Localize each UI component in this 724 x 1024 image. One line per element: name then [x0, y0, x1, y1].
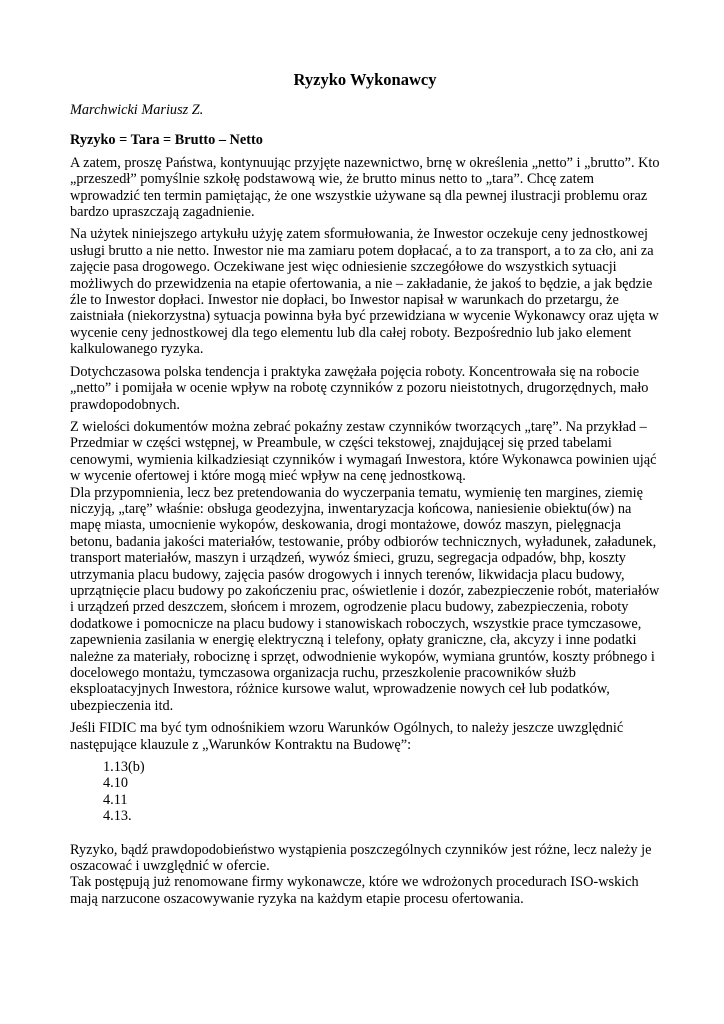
paragraph-4: Z wielości dokumentów można zebrać pokaźny zestaw czynników tworzących „tarę”. Na przykład – Przedmiar w części wstępnej, w Preambule, w części tekstowej, znajdującej się przed tabelami cenowymi, wymienia kilkadziesiąt czynników i wymagań Inwestora, które Wykonawca powinien ująć w wycenie ofertowej i które mogą mieć wpływ na cenę jednostkową.	[70, 418, 657, 485]
list-item: 4.13.	[103, 808, 132, 825]
list-item: 1.13(b)	[103, 759, 145, 776]
closing-paragraph-1: Ryzyko, bądź prawdopodobieństwo wystąpienia poszczególnych czynników jest różne, lecz należy je oszacować i uwzględnić w ofercie.	[70, 841, 652, 875]
paragraph-6: Jeśli FIDIC ma być tym odnośnikiem wzoru Warunków Ogólnych, to należy jeszcze uwzględnić następujące klauzule z „Warunków Kontraktu na Budowę”:	[70, 720, 624, 753]
document-title: Ryzyko Wykonawcy	[293, 70, 437, 89]
paragraph-2: Na użytek niniejszego artykułu użyję zatem sformułowania, że Inwestor oczekuje ceny jednostkowej usługi brutto a nie netto. Inwestor nie ma zamiaru potem dopłacać, a to za transport, a to za cło, ani za zajęcie pasa drogowego. Oczekiwane jest więc odniesienie szczegółowe do wszystkich sytuacji możliwych do przewidzenia na etapie ofertowania, a nie – zakładanie, że jakoś to będzie, a jak będzie źle to Inwestor dopłaci. Inwestor nie dopłaci, bo Inwestor napisał w warunkach do przetargu, że zaistniała (niekorzystna) sytuacja powinna była być przewidziana w wycenie Wykonawcy oraz ujęta w wycenie ceny jednostkowej dla tego elementu lub dla całej roboty. Bezpośrednio lub jako element kalkulowanego ryzyka.	[70, 226, 659, 358]
document-body	[70, 70, 660, 907]
paragraph-5: Dla przypomnienia, lecz bez pretendowania do wyczerpania tematu, wymienię ten margines, ziemię niczyją, „tarę” właśnie: obsługa geodezyjna, inwentaryzacja końcowa, naniesienie obiektu(ów) na mapę miasta, umocnienie wykopów, deskowania, drogi montażowe, dowóz maszyn, pielęgnacja betonu, badania jakości materiałów, testowanie, próby odbiorów technicznych, wyładunek, załadunek, transport materiałów, maszyn i urządzeń, wywóz śmieci, gruzu, segregacja odpadów, bhp, koszty utrzymania placu budowy, zajęcia pasów drogowych i innych terenów, likwidacja placu budowy, uprzątnięcie placu budowy po zakończeniu prac, oświetlenie i dozór, zabezpieczenie robót, materiałów i urządzeń przed deszczem, słońcem i mrozem, ogrodzenie placu budowy, zabezpieczenia, roboty dodatkowe i pomocnicze na placu budowy i stanowiskach roboczych, wszystkie prace tymczasowe, zapewnienia zasilania w energię elektryczną i telefony, opłaty graniczne, cła, akcyzy i inne podatki należne za materiały, robociznę i sprzęt, odwodnienie wykopów, wymiana gruntów, koszty próbnego i docelowego montażu, tymczasowa organizacja ruchu, przeszkolenie pracowników służb eksploatacyjnych Inwestora, różnice kursowe walut, wprowadzenie nowych ceł lub podatków, ubezpieczenia itd.	[70, 484, 660, 714]
section-heading: Ryzyko = Tara = Brutto – Netto	[70, 132, 263, 149]
list-item: 4.11	[103, 791, 128, 808]
closing-paragraph-2: Tak postępują już renomowane firmy wykonawcze, które we wdrożonych procedurach ISO-wskich mają narzucone oszacowywanie ryzyka na każdym etapie procesu ofertowania.	[70, 874, 639, 907]
paragraph-1: A zatem, proszę Państwa, kontynuując przyjęte nazewnictwo, brnę w określenia „netto” i „brutto”. Kto „przeszedł” pomyślnie szkołę podstawową wie, że brutto minus netto to „tara”. Chcę zatem wprowadzić ten termin pamiętając, że one wszystkie używane są dla pewnej ilustracji problemu oraz bardzo upraszczają zagadnienie.	[70, 154, 660, 221]
paragraph-3: Dotychczasowa polska tendencja i praktyka zawężała pojęcia roboty. Koncentrowała się na robocie „netto” i pomijała w ocenie wpływ na robotę czynników z pozoru nieistotnych, drugorzędnych, mało prawdopodobnych.	[70, 363, 649, 413]
author-name: Marchwicki Mariusz Z.	[70, 102, 204, 118]
list-item: 4.10	[103, 775, 129, 792]
clause-list	[103, 759, 660, 825]
